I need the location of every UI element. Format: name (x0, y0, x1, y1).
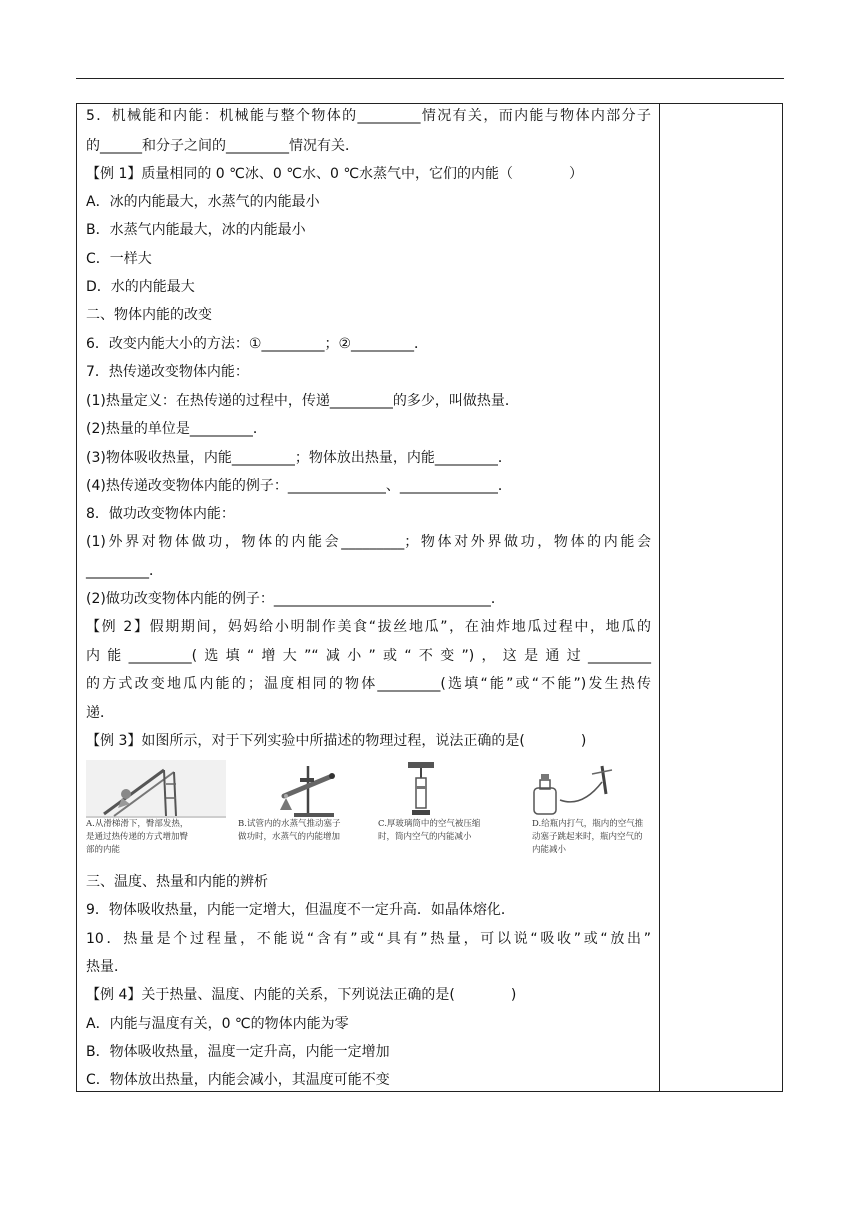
notes-column-divider (659, 103, 660, 1092)
example-2-line-3: 的方式改变地瓜内能的；温度相同的物体_________(选填“能”或“不能”)发生热传 (86, 676, 651, 692)
item-8: 8．做功改变物体内能： (86, 506, 235, 522)
item-8-1-line-1: (1)外界对物体做功，物体的内能会_________；物体对外界做功，物体的内能会 (86, 534, 651, 550)
slide-figure-icon (86, 760, 226, 820)
example-2-line-1: 【例 2】假期期间，妈妈给小明制作美食“拔丝地瓜”，在油炸地瓜过程中，地瓜的 (86, 619, 651, 635)
figure-c (378, 760, 518, 868)
section-2-heading: 二、物体内能的改变 (86, 307, 212, 323)
example-4-option-b: B．物体吸收热量，温度一定升高，内能一定增加 (86, 1044, 390, 1060)
item-5-line-2: 的______和分子之间的_________情况有关． (86, 138, 359, 154)
figure-a (86, 760, 226, 868)
figure-d-caption: D.给瓶内打气，瓶内的空气推动塞子跳起来时，瓶内空气的内能减小 (532, 819, 644, 855)
example-1-question: 【例 1】质量相同的 0 ℃冰、0 ℃水、0 ℃水蒸气中，它们的内能（ ） (86, 166, 584, 182)
item-7-4: (4)热传递改变物体内能的例子：______________、______________． (86, 478, 512, 494)
example-1-option-b: B．水蒸气内能最大，冰的内能最小 (86, 222, 306, 238)
example-2-line-2: 内能_________(选填“增大”“减小”或“不变”)，这是通过_________ (86, 648, 651, 664)
item-8-1-line-2: _________． (86, 563, 163, 579)
item-9: 9．物体吸收热量，内能一定增大，但温度不一定升高．如晶体熔化． (86, 902, 515, 918)
figure-c-caption: C.厚玻璃筒中的空气被压缩时，筒内空气的内能减小 (378, 819, 481, 842)
example-4-option-c: C．物体放出热量，内能会减小，其温度可能不变 (86, 1072, 390, 1088)
item-7-2: (2)热量的单位是_________． (86, 421, 267, 437)
item-10-line-2: 热量． (86, 959, 128, 975)
example-2-line-4: 递． (86, 705, 114, 721)
section-3-heading: 三、温度、热量和内能的辨析 (86, 874, 268, 890)
item-6: 6．改变内能大小的方法：①_________；②_________． (86, 336, 429, 352)
example-4-option-a: A．内能与温度有关，0 ℃的物体内能为零 (86, 1016, 349, 1032)
example-4-question: 【例 4】关于热量、温度、内能的关系，下列说法正确的是( ) (86, 987, 517, 1003)
item-7: 7．热传递改变物体内能： (86, 364, 249, 380)
item-8-2: (2)做功改变物体内能的例子：_______________________________． (86, 591, 505, 607)
test-tube-figure-icon (244, 760, 384, 820)
example-1-option-a: A．冰的内能最大，水蒸气的内能最小 (86, 194, 320, 210)
figure-b-caption: B.试管内的水蒸气推动塞子做功时，水蒸气的内能增加 (238, 819, 341, 842)
example-1-option-d: D．水的内能最大 (86, 279, 195, 295)
example-3-question: 【例 3】如图所示，对于下列实验中所描述的物理过程，说法正确的是( ) (86, 733, 587, 749)
figure-d (532, 760, 672, 868)
glass-cylinder-figure-icon (378, 760, 518, 820)
bottle-pump-figure-icon (532, 760, 672, 820)
header-rule (76, 78, 784, 79)
item-5-line-1: 5．机械能和内能：机械能与整个物体的_________情况有关，而内能与物体内部分子 (86, 108, 651, 124)
example-1-option-c: C．一样大 (86, 251, 152, 267)
item-10-line-1: 10．热量是个过程量，不能说“含有”或“具有”热量，可以说“吸收”或“放出” (86, 931, 651, 947)
example-3-figures (86, 760, 654, 868)
item-7-1: (1)热量定义：在热传递的过程中，传递_________的多少，叫做热量． (86, 393, 519, 409)
figure-b (238, 760, 384, 868)
item-7-3: (3)物体吸收热量，内能_________；物体放出热量，内能_________． (86, 450, 512, 466)
figure-a-caption: A.从滑梯滑下，臀部发热，是通过热传递的方式增加臀部的内能 (86, 819, 189, 855)
